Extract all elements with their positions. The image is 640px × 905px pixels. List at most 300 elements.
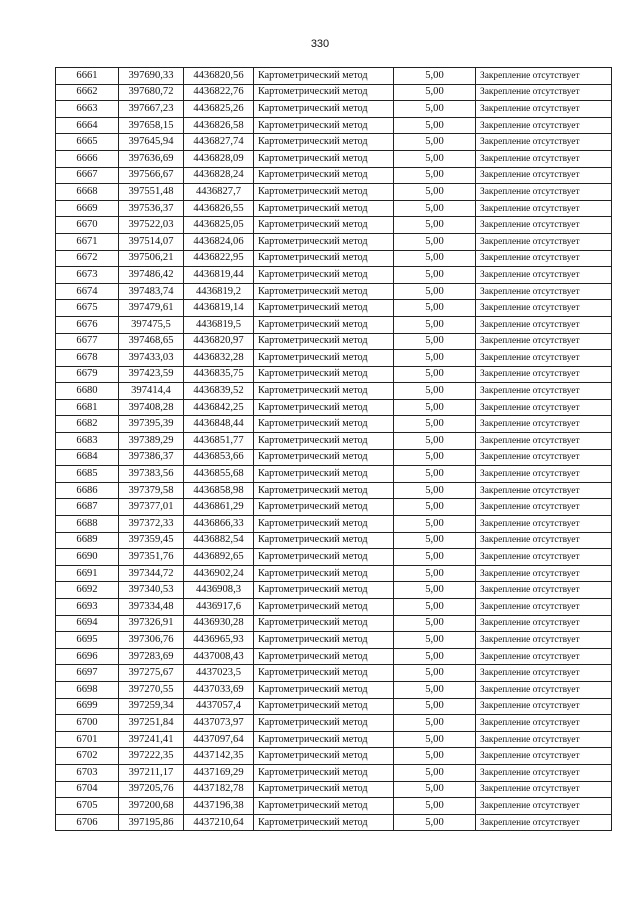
x-coordinate-cell: 397251,84 (119, 715, 184, 732)
y-coordinate-cell: 4436824,06 (184, 233, 254, 250)
accuracy-cell: 5,00 (394, 416, 476, 433)
y-coordinate-cell: 4437033,69 (184, 681, 254, 698)
fixation-cell: Закрепление отсутствует (476, 117, 612, 134)
table-row (56, 416, 612, 433)
point-number-cell: 6687 (56, 499, 119, 516)
fixation-cell: Закрепление отсутствует (476, 565, 612, 582)
method-cell: Картометрический метод (254, 433, 394, 450)
x-coordinate-cell: 397690,33 (119, 68, 184, 85)
table-row (56, 449, 612, 466)
point-number-cell: 6699 (56, 698, 119, 715)
y-coordinate-cell: 4437210,64 (184, 814, 254, 831)
accuracy-cell: 5,00 (394, 748, 476, 765)
table-row (56, 184, 612, 201)
method-cell: Картометрический метод (254, 399, 394, 416)
table-row (56, 748, 612, 765)
point-number-cell: 6693 (56, 599, 119, 616)
table-row (56, 814, 612, 831)
method-cell: Картометрический метод (254, 416, 394, 433)
table-row (56, 599, 612, 616)
method-cell: Картометрический метод (254, 764, 394, 781)
accuracy-cell: 5,00 (394, 632, 476, 649)
accuracy-cell: 5,00 (394, 433, 476, 450)
y-coordinate-cell: 4436866,33 (184, 516, 254, 533)
method-cell: Картометрический метод (254, 333, 394, 350)
table-row (56, 84, 612, 101)
point-number-cell: 6681 (56, 399, 119, 416)
table-row (56, 681, 612, 698)
method-cell: Картометрический метод (254, 715, 394, 732)
y-coordinate-cell: 4436882,54 (184, 532, 254, 549)
method-cell: Картометрический метод (254, 167, 394, 184)
accuracy-cell: 5,00 (394, 101, 476, 118)
point-number-cell: 6692 (56, 582, 119, 599)
y-coordinate-cell: 4437097,64 (184, 731, 254, 748)
x-coordinate-cell: 397479,61 (119, 300, 184, 317)
x-coordinate-cell: 397259,34 (119, 698, 184, 715)
method-cell: Картометрический метод (254, 217, 394, 234)
y-coordinate-cell: 4436835,75 (184, 366, 254, 383)
x-coordinate-cell: 397334,48 (119, 599, 184, 616)
accuracy-cell: 5,00 (394, 731, 476, 748)
y-coordinate-cell: 4436917,6 (184, 599, 254, 616)
fixation-cell: Закрепление отсутствует (476, 449, 612, 466)
method-cell: Картометрический метод (254, 150, 394, 167)
table-row (56, 383, 612, 400)
method-cell: Картометрический метод (254, 582, 394, 599)
point-number-cell: 6680 (56, 383, 119, 400)
accuracy-cell: 5,00 (394, 715, 476, 732)
y-coordinate-cell: 4436861,29 (184, 499, 254, 516)
accuracy-cell: 5,00 (394, 615, 476, 632)
x-coordinate-cell: 397211,17 (119, 764, 184, 781)
fixation-cell: Закрепление отсутствует (476, 482, 612, 499)
fixation-cell: Закрепление отсутствует (476, 200, 612, 217)
accuracy-cell: 5,00 (394, 217, 476, 234)
fixation-cell: Закрепление отсутствует (476, 167, 612, 184)
x-coordinate-cell: 397389,29 (119, 433, 184, 450)
table-row (56, 68, 612, 85)
x-coordinate-cell: 397379,58 (119, 482, 184, 499)
point-number-cell: 6691 (56, 565, 119, 582)
method-cell: Картометрический метод (254, 449, 394, 466)
y-coordinate-cell: 4436930,28 (184, 615, 254, 632)
x-coordinate-cell: 397222,35 (119, 748, 184, 765)
table-row (56, 350, 612, 367)
fixation-cell: Закрепление отсутствует (476, 383, 612, 400)
table-row (56, 267, 612, 284)
accuracy-cell: 5,00 (394, 798, 476, 815)
accuracy-cell: 5,00 (394, 350, 476, 367)
accuracy-cell: 5,00 (394, 565, 476, 582)
x-coordinate-cell: 397195,86 (119, 814, 184, 831)
method-cell: Картометрический метод (254, 68, 394, 85)
fixation-cell: Закрепление отсутствует (476, 632, 612, 649)
fixation-cell: Закрепление отсутствует (476, 499, 612, 516)
table-row (56, 366, 612, 383)
x-coordinate-cell: 397275,67 (119, 665, 184, 682)
method-cell: Картометрический метод (254, 233, 394, 250)
method-cell: Картометрический метод (254, 250, 394, 267)
x-coordinate-cell: 397680,72 (119, 84, 184, 101)
x-coordinate-cell: 397395,39 (119, 416, 184, 433)
fixation-cell: Закрепление отсутствует (476, 233, 612, 250)
accuracy-cell: 5,00 (394, 648, 476, 665)
point-number-cell: 6696 (56, 648, 119, 665)
y-coordinate-cell: 4436819,14 (184, 300, 254, 317)
fixation-cell: Закрепление отсутствует (476, 648, 612, 665)
accuracy-cell: 5,00 (394, 200, 476, 217)
table-row (56, 632, 612, 649)
method-cell: Картометрический метод (254, 117, 394, 134)
x-coordinate-cell: 397414,4 (119, 383, 184, 400)
x-coordinate-cell: 397383,56 (119, 466, 184, 483)
table-row (56, 648, 612, 665)
accuracy-cell: 5,00 (394, 184, 476, 201)
method-cell: Картометрический метод (254, 615, 394, 632)
accuracy-cell: 5,00 (394, 449, 476, 466)
fixation-cell: Закрепление отсутствует (476, 333, 612, 350)
method-cell: Картометрический метод (254, 200, 394, 217)
y-coordinate-cell: 4437008,43 (184, 648, 254, 665)
point-number-cell: 6665 (56, 134, 119, 151)
y-coordinate-cell: 4436820,97 (184, 333, 254, 350)
point-number-cell: 6666 (56, 150, 119, 167)
table-row (56, 582, 612, 599)
x-coordinate-cell: 397241,41 (119, 731, 184, 748)
point-number-cell: 6668 (56, 184, 119, 201)
accuracy-cell: 5,00 (394, 267, 476, 284)
table-row (56, 764, 612, 781)
table-row (56, 217, 612, 234)
method-cell: Картометрический метод (254, 698, 394, 715)
fixation-cell: Закрепление отсутствует (476, 433, 612, 450)
point-number-cell: 6672 (56, 250, 119, 267)
method-cell: Картометрический метод (254, 482, 394, 499)
x-coordinate-cell: 397372,33 (119, 516, 184, 533)
fixation-cell: Закрепление отсутствует (476, 814, 612, 831)
fixation-cell: Закрепление отсутствует (476, 267, 612, 284)
page-number: 330 (310, 38, 330, 50)
point-number-cell: 6700 (56, 715, 119, 732)
point-number-cell: 6682 (56, 416, 119, 433)
method-cell: Картометрический метод (254, 184, 394, 201)
accuracy-cell: 5,00 (394, 532, 476, 549)
accuracy-cell: 5,00 (394, 250, 476, 267)
method-cell: Картометрический метод (254, 565, 394, 582)
fixation-cell: Закрепление отсутствует (476, 250, 612, 267)
y-coordinate-cell: 4437169,29 (184, 764, 254, 781)
accuracy-cell: 5,00 (394, 84, 476, 101)
x-coordinate-cell: 397283,69 (119, 648, 184, 665)
fixation-cell: Закрепление отсутствует (476, 582, 612, 599)
point-number-cell: 6675 (56, 300, 119, 317)
method-cell: Картометрический метод (254, 134, 394, 151)
fixation-cell: Закрепление отсутствует (476, 416, 612, 433)
y-coordinate-cell: 4436853,66 (184, 449, 254, 466)
fixation-cell: Закрепление отсутствует (476, 599, 612, 616)
accuracy-cell: 5,00 (394, 68, 476, 85)
x-coordinate-cell: 397468,65 (119, 333, 184, 350)
point-number-cell: 6678 (56, 350, 119, 367)
x-coordinate-cell: 397200,68 (119, 798, 184, 815)
y-coordinate-cell: 4436819,44 (184, 267, 254, 284)
fixation-cell: Закрепление отсутствует (476, 350, 612, 367)
method-cell: Картометрический метод (254, 781, 394, 798)
x-coordinate-cell: 397326,91 (119, 615, 184, 632)
y-coordinate-cell: 4437073,97 (184, 715, 254, 732)
x-coordinate-cell: 397514,07 (119, 233, 184, 250)
table-row (56, 466, 612, 483)
point-number-cell: 6703 (56, 764, 119, 781)
x-coordinate-cell: 397636,69 (119, 150, 184, 167)
x-coordinate-cell: 397306,76 (119, 632, 184, 649)
y-coordinate-cell: 4436828,09 (184, 150, 254, 167)
accuracy-cell: 5,00 (394, 150, 476, 167)
method-cell: Картометрический метод (254, 466, 394, 483)
y-coordinate-cell: 4436892,65 (184, 549, 254, 566)
method-cell: Картометрический метод (254, 549, 394, 566)
accuracy-cell: 5,00 (394, 582, 476, 599)
point-number-cell: 6701 (56, 731, 119, 748)
method-cell: Картометрический метод (254, 316, 394, 333)
y-coordinate-cell: 4437023,5 (184, 665, 254, 682)
point-number-cell: 6695 (56, 632, 119, 649)
x-coordinate-cell: 397386,37 (119, 449, 184, 466)
y-coordinate-cell: 4436826,55 (184, 200, 254, 217)
fixation-cell: Закрепление отсутствует (476, 300, 612, 317)
point-number-cell: 6686 (56, 482, 119, 499)
point-number-cell: 6670 (56, 217, 119, 234)
fixation-cell: Закрепление отсутствует (476, 731, 612, 748)
y-coordinate-cell: 4436827,7 (184, 184, 254, 201)
y-coordinate-cell: 4436965,93 (184, 632, 254, 649)
table-row (56, 482, 612, 499)
table-row (56, 798, 612, 815)
method-cell: Картометрический метод (254, 499, 394, 516)
table-row (56, 715, 612, 732)
point-number-cell: 6674 (56, 283, 119, 300)
y-coordinate-cell: 4436851,77 (184, 433, 254, 450)
y-coordinate-cell: 4436858,98 (184, 482, 254, 499)
x-coordinate-cell: 397344,72 (119, 565, 184, 582)
point-number-cell: 6663 (56, 101, 119, 118)
table-row (56, 781, 612, 798)
table-row (56, 516, 612, 533)
method-cell: Картометрический метод (254, 665, 394, 682)
table-row (56, 283, 612, 300)
y-coordinate-cell: 4436832,28 (184, 350, 254, 367)
x-coordinate-cell: 397667,23 (119, 101, 184, 118)
point-number-cell: 6662 (56, 84, 119, 101)
point-number-cell: 6676 (56, 316, 119, 333)
point-number-cell: 6689 (56, 532, 119, 549)
table-row (56, 433, 612, 450)
table-row (56, 316, 612, 333)
point-number-cell: 6679 (56, 366, 119, 383)
y-coordinate-cell: 4436822,76 (184, 84, 254, 101)
y-coordinate-cell: 4436822,95 (184, 250, 254, 267)
fixation-cell: Закрепление отсутствует (476, 532, 612, 549)
x-coordinate-cell: 397270,55 (119, 681, 184, 698)
x-coordinate-cell: 397645,94 (119, 134, 184, 151)
accuracy-cell: 5,00 (394, 300, 476, 317)
y-coordinate-cell: 4436825,05 (184, 217, 254, 234)
x-coordinate-cell: 397433,03 (119, 350, 184, 367)
accuracy-cell: 5,00 (394, 482, 476, 499)
fixation-cell: Закрепление отсутствует (476, 101, 612, 118)
table-row (56, 499, 612, 516)
fixation-cell: Закрепление отсутствует (476, 283, 612, 300)
table-row (56, 250, 612, 267)
table-row (56, 200, 612, 217)
point-number-cell: 6664 (56, 117, 119, 134)
method-cell: Картометрический метод (254, 283, 394, 300)
fixation-cell: Закрепление отсутствует (476, 615, 612, 632)
table-row (56, 117, 612, 134)
x-coordinate-cell: 397566,67 (119, 167, 184, 184)
point-number-cell: 6706 (56, 814, 119, 831)
fixation-cell: Закрепление отсутствует (476, 715, 612, 732)
y-coordinate-cell: 4436825,26 (184, 101, 254, 118)
point-number-cell: 6673 (56, 267, 119, 284)
point-number-cell: 6702 (56, 748, 119, 765)
method-cell: Картометрический метод (254, 648, 394, 665)
accuracy-cell: 5,00 (394, 814, 476, 831)
point-number-cell: 6704 (56, 781, 119, 798)
fixation-cell: Закрепление отсутствует (476, 516, 612, 533)
method-cell: Картометрический метод (254, 383, 394, 400)
x-coordinate-cell: 397340,53 (119, 582, 184, 599)
method-cell: Картометрический метод (254, 748, 394, 765)
x-coordinate-cell: 397506,21 (119, 250, 184, 267)
fixation-cell: Закрепление отсутствует (476, 781, 612, 798)
y-coordinate-cell: 4436855,68 (184, 466, 254, 483)
y-coordinate-cell: 4436819,2 (184, 283, 254, 300)
x-coordinate-cell: 397205,76 (119, 781, 184, 798)
y-coordinate-cell: 4436826,58 (184, 117, 254, 134)
point-number-cell: 6671 (56, 233, 119, 250)
table-row (56, 333, 612, 350)
x-coordinate-cell: 397486,42 (119, 267, 184, 284)
point-number-cell: 6685 (56, 466, 119, 483)
method-cell: Картометрический метод (254, 300, 394, 317)
accuracy-cell: 5,00 (394, 681, 476, 698)
table-row (56, 167, 612, 184)
table-row (56, 134, 612, 151)
point-number-cell: 6697 (56, 665, 119, 682)
table-row (56, 532, 612, 549)
fixation-cell: Закрепление отсутствует (476, 665, 612, 682)
method-cell: Картометрический метод (254, 366, 394, 383)
y-coordinate-cell: 4437142,35 (184, 748, 254, 765)
fixation-cell: Закрепление отсутствует (476, 217, 612, 234)
accuracy-cell: 5,00 (394, 134, 476, 151)
fixation-cell: Закрепление отсутствует (476, 549, 612, 566)
accuracy-cell: 5,00 (394, 781, 476, 798)
table-row (56, 698, 612, 715)
accuracy-cell: 5,00 (394, 333, 476, 350)
table-row (56, 300, 612, 317)
table-row (56, 399, 612, 416)
accuracy-cell: 5,00 (394, 549, 476, 566)
y-coordinate-cell: 4436908,3 (184, 582, 254, 599)
accuracy-cell: 5,00 (394, 516, 476, 533)
accuracy-cell: 5,00 (394, 764, 476, 781)
fixation-cell: Закрепление отсутствует (476, 84, 612, 101)
accuracy-cell: 5,00 (394, 698, 476, 715)
table-row (56, 101, 612, 118)
table-row (56, 615, 612, 632)
accuracy-cell: 5,00 (394, 499, 476, 516)
table-row (56, 233, 612, 250)
fixation-cell: Закрепление отсутствует (476, 698, 612, 715)
y-coordinate-cell: 4437182,78 (184, 781, 254, 798)
fixation-cell: Закрепление отсутствует (476, 184, 612, 201)
fixation-cell: Закрепление отсутствует (476, 316, 612, 333)
y-coordinate-cell: 4436820,56 (184, 68, 254, 85)
table-body (56, 68, 612, 831)
accuracy-cell: 5,00 (394, 233, 476, 250)
accuracy-cell: 5,00 (394, 283, 476, 300)
y-coordinate-cell: 4437196,38 (184, 798, 254, 815)
fixation-cell: Закрепление отсутствует (476, 466, 612, 483)
method-cell: Картометрический метод (254, 84, 394, 101)
table-row (56, 665, 612, 682)
y-coordinate-cell: 4436839,52 (184, 383, 254, 400)
fixation-cell: Закрепление отсутствует (476, 68, 612, 85)
x-coordinate-cell: 397359,45 (119, 532, 184, 549)
method-cell: Картометрический метод (254, 350, 394, 367)
method-cell: Картометрический метод (254, 516, 394, 533)
point-number-cell: 6684 (56, 449, 119, 466)
method-cell: Картометрический метод (254, 681, 394, 698)
point-number-cell: 6694 (56, 615, 119, 632)
table-row (56, 565, 612, 582)
accuracy-cell: 5,00 (394, 399, 476, 416)
x-coordinate-cell: 397483,74 (119, 283, 184, 300)
method-cell: Картометрический метод (254, 798, 394, 815)
point-number-cell: 6690 (56, 549, 119, 566)
x-coordinate-cell: 397522,03 (119, 217, 184, 234)
table-row (56, 150, 612, 167)
x-coordinate-cell: 397408,28 (119, 399, 184, 416)
fixation-cell: Закрепление отсутствует (476, 134, 612, 151)
accuracy-cell: 5,00 (394, 599, 476, 616)
table-row (56, 731, 612, 748)
point-number-cell: 6698 (56, 681, 119, 698)
point-number-cell: 6667 (56, 167, 119, 184)
method-cell: Картометрический метод (254, 267, 394, 284)
coordinates-table (55, 67, 612, 831)
accuracy-cell: 5,00 (394, 167, 476, 184)
accuracy-cell: 5,00 (394, 316, 476, 333)
x-coordinate-cell: 397423,59 (119, 366, 184, 383)
fixation-cell: Закрепление отсутствует (476, 399, 612, 416)
table-row (56, 549, 612, 566)
fixation-cell: Закрепление отсутствует (476, 764, 612, 781)
method-cell: Картометрический метод (254, 101, 394, 118)
x-coordinate-cell: 397658,15 (119, 117, 184, 134)
point-number-cell: 6705 (56, 798, 119, 815)
accuracy-cell: 5,00 (394, 117, 476, 134)
method-cell: Картометрический метод (254, 731, 394, 748)
point-number-cell: 6661 (56, 68, 119, 85)
fixation-cell: Закрепление отсутствует (476, 798, 612, 815)
y-coordinate-cell: 4436842,25 (184, 399, 254, 416)
y-coordinate-cell: 4436828,24 (184, 167, 254, 184)
x-coordinate-cell: 397475,5 (119, 316, 184, 333)
